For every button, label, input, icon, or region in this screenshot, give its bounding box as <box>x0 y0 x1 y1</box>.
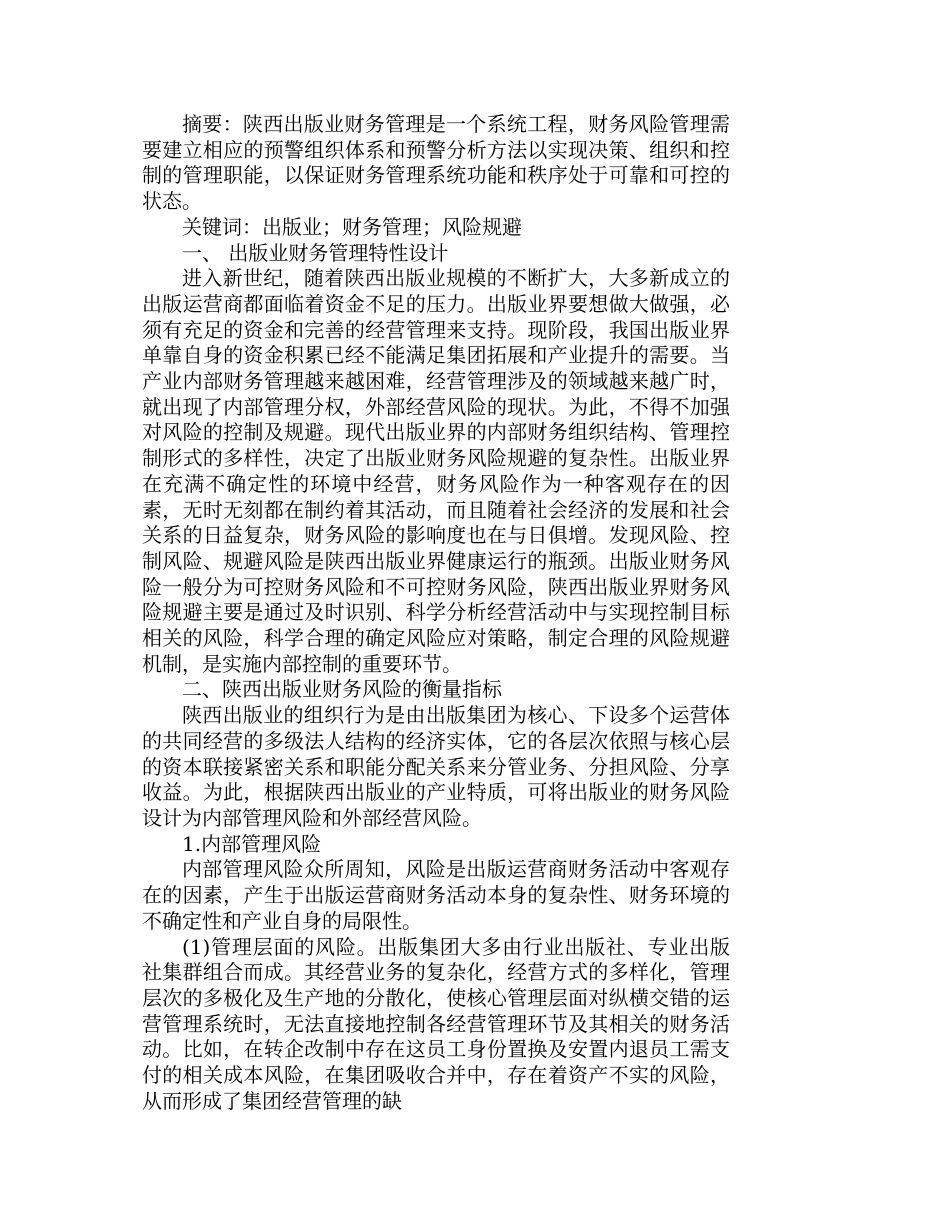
section-1-heading: 一、 出版业财务管理特性设计 <box>182 240 449 265</box>
abstract-paragraph: 摘要：陕西出版业财务管理是一个系统工程，财务风险管理需要建立相应的预警组织体系和预警分析方法以实现决策、组织和控制的管理职能，以保证财务管理系统功能和秩序处于可靠和可控的状态。 <box>142 112 730 214</box>
section-2-heading: 二、陕西出版业财务风险的衡量指标 <box>182 677 502 702</box>
subsection-1-body: 内部管理风险众所周知，风险是出版运营商财务活动中客观存在的因素，产生于出版运营商财务活动本身的复杂性、财务环境的不确定性和产业自身的局限性。 <box>142 857 730 933</box>
item-1-body: (1)管理层面的风险。出版集团大多由行业出版社、专业出版社集群组合而成。其经营业务的复杂化，经营方式的多样化，管理层次的多极化及生产地的分散化，使核心管理层面对纵横交错的运营管理系统时，无法直接地控制各经营管理环节及其相关的财务活动。比如，在转企改制中存在这员工身份置换及安置内退员工需支付的相关成本风险，在集团吸收合并中，存在着资产不实的风险，从而形成了集团经营管理的缺 <box>142 934 730 1113</box>
document-page <box>142 112 730 1114</box>
section-2-body: 陕西出版业的组织行为是由出版集团为核心、下设多个运营体的共同经营的多级法人结构的经济实体，它的各层次依照与核心层的资本联接紧密关系和职能分配关系来分管业务、分担风险、分享收益。为此，根据陕西出版业的产业特质，可将出版业的财务风险设计为内部管理风险和外部经营风险。 <box>142 703 730 830</box>
section-1-body: 进入新世纪，随着陕西出版业规模的不断扩大，大多新成立的出版运营商都面临着资金不足的压力。出版业界要想做大做强，必须有充足的资金和完善的经营管理来支持。现阶段，我国出版业界单靠自身的资金积累已经不能满足集团拓展和产业提升的需要。当产业内部财务管理越来越困难，经营管理涉及的领域越来越广时，就出现了内部管理分权，外部经营风险的现状。为此，不得不加强对风险的控制及规避。现代出版业界的内部财务组织结构、管理控制形式的多样性，决定了出版业财务风险规避的复杂性。出版业界在充满不确定性的环境中经营，财务风险作为一种客观存在的因素，无时无刻都在制约着其活动，而且随着社会经济的发展和社会关系的日益复杂，财务风险的影响度也在与日俱增。发现风险、控制风险、规避风险是陕西出版业界健康运行的瓶颈。出版业财务风险一般分为可控财务风险和不可控财务风险，陕西出版业界财务风险规避主要是通过及时识别、科学分析经营活动中与实现控制目标相关的风险，科学合理的确定风险应对策略，制定合理的风险规避机制，是实施内部控制的重要环节。 <box>142 266 730 676</box>
subsection-1-heading: 1.内部管理风险 <box>182 831 322 856</box>
keywords-line: 关键词：出版业；财务管理；风险规避 <box>182 214 522 239</box>
